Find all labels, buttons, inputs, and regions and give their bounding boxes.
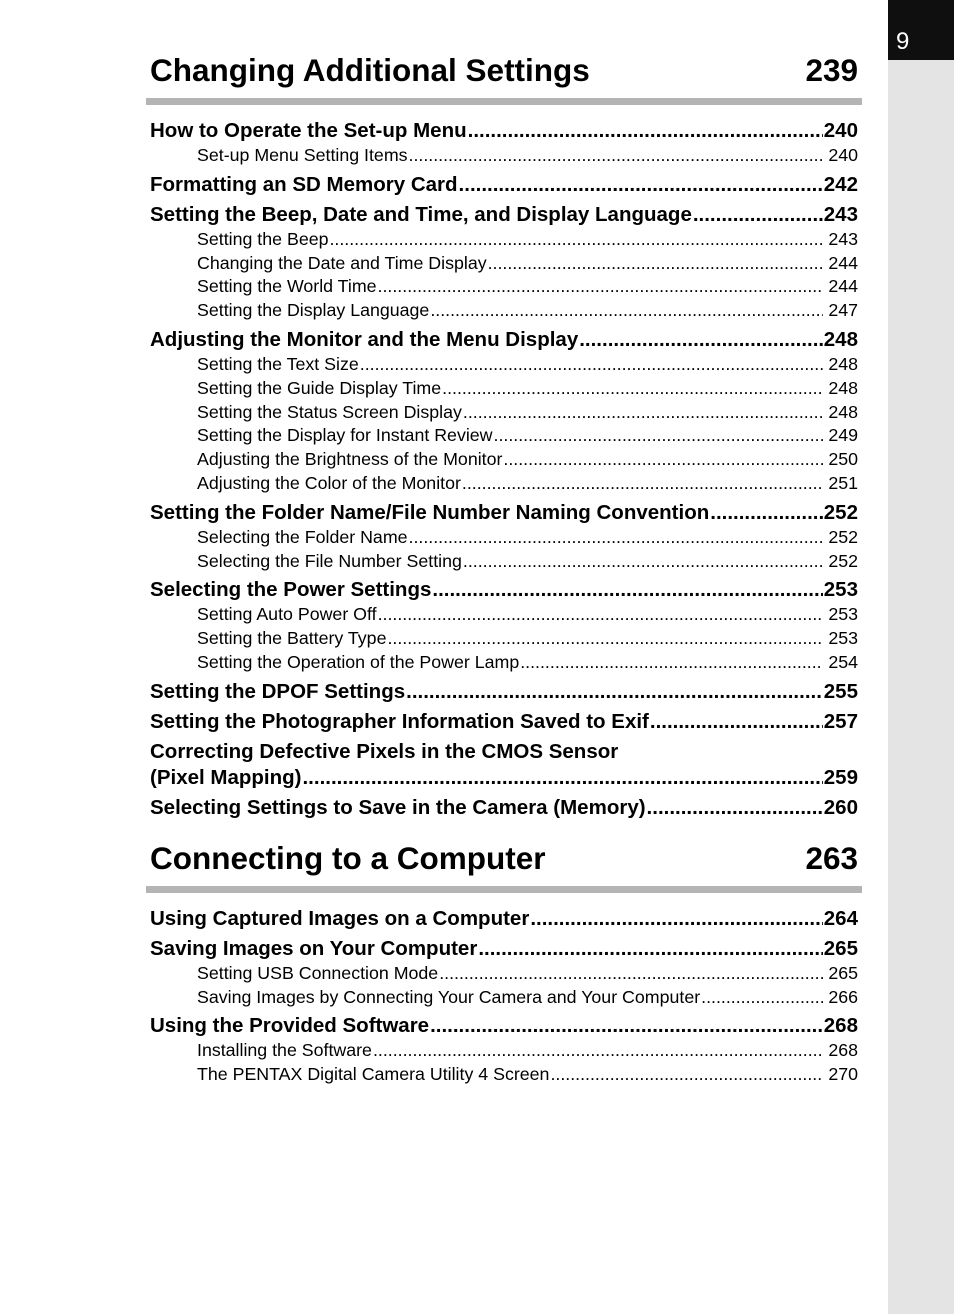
toc-entry-title: Selecting the Power Settings bbox=[150, 578, 432, 602]
toc-subentry[interactable] bbox=[150, 986, 858, 1010]
toc-entry-page: 243 bbox=[823, 202, 858, 226]
toc-entry[interactable] bbox=[150, 500, 858, 574]
toc-subentry-title: Adjusting the Brightness of the Monitor bbox=[197, 449, 503, 470]
toc-entry-page: 255 bbox=[823, 679, 858, 703]
toc-entry-line bbox=[150, 577, 858, 603]
toc-subentry-page: 252 bbox=[828, 550, 858, 571]
chapter-title: Connecting to a Computer bbox=[150, 839, 546, 876]
dot-leader bbox=[430, 299, 823, 323]
toc-subentry[interactable] bbox=[150, 377, 858, 401]
toc-entry-page: 265 bbox=[823, 936, 858, 960]
dot-leader bbox=[432, 577, 822, 603]
toc-entry-title: Using Captured Images on a Computer bbox=[150, 906, 530, 930]
dot-leader bbox=[478, 936, 822, 962]
toc-subentry[interactable] bbox=[150, 228, 858, 252]
dot-leader bbox=[329, 228, 823, 252]
toc-subentry-title: Selecting the File Number Setting bbox=[197, 550, 462, 571]
toc-entry-title: Setting the DPOF Settings bbox=[150, 679, 406, 703]
chapter-title: Changing Additional Settings bbox=[150, 52, 590, 88]
toc-subentry-title: Selecting the Folder Name bbox=[197, 526, 408, 547]
dot-leader bbox=[430, 1013, 823, 1039]
toc-entry-title: Setting the Folder Name/File Number Naming Convention bbox=[150, 500, 710, 524]
dot-leader bbox=[530, 906, 822, 932]
toc-subentry-page: 253 bbox=[828, 604, 858, 625]
toc-entry-page: 248 bbox=[823, 327, 858, 351]
toc-subentry-page: 248 bbox=[828, 353, 858, 374]
page-number-tab: 9 bbox=[888, 0, 954, 60]
toc-entry[interactable] bbox=[150, 739, 858, 791]
dot-leader bbox=[463, 401, 823, 425]
toc-entry-page: 252 bbox=[823, 500, 858, 524]
chapter-divider bbox=[146, 886, 862, 893]
toc-subentry[interactable] bbox=[150, 424, 858, 448]
toc-entry-page: 242 bbox=[823, 172, 858, 196]
toc-entry-title: Setting the Photographer Information Saved to Exif bbox=[150, 709, 649, 733]
toc-entry-line bbox=[150, 795, 858, 821]
dot-leader bbox=[463, 550, 823, 574]
toc-entry-title: Adjusting the Monitor and the Menu Display bbox=[150, 327, 579, 351]
dot-leader bbox=[409, 526, 824, 550]
toc-subentry-page: 248 bbox=[828, 377, 858, 398]
side-margin-bar bbox=[888, 0, 954, 1314]
toc-entry[interactable] bbox=[150, 709, 858, 735]
dot-leader bbox=[579, 327, 823, 353]
toc-subentry[interactable] bbox=[150, 627, 858, 651]
toc-subentry-title: Setting the Display for Instant Review bbox=[197, 425, 493, 446]
toc-entry[interactable] bbox=[150, 795, 858, 821]
toc-subentry-title: Setting the Display Language bbox=[197, 300, 430, 321]
toc-entry-title: Setting the Beep, Date and Time, and Display Language bbox=[150, 202, 692, 226]
toc-entry-line bbox=[150, 709, 858, 735]
toc-entry-title: How to Operate the Set-up Menu bbox=[150, 119, 467, 142]
toc-subentry[interactable] bbox=[150, 299, 858, 323]
toc-entry-line bbox=[150, 936, 858, 962]
dot-leader bbox=[406, 679, 823, 705]
dot-leader bbox=[701, 986, 823, 1010]
toc-subentry-page: 240 bbox=[828, 145, 858, 165]
toc-subentry[interactable] bbox=[150, 526, 858, 550]
chapter-heading bbox=[150, 50, 858, 90]
chapter-page: 239 bbox=[805, 52, 858, 88]
dot-leader bbox=[550, 1063, 823, 1087]
toc-entry-page: 268 bbox=[823, 1014, 858, 1038]
dot-leader bbox=[459, 172, 823, 198]
dot-leader bbox=[693, 202, 823, 228]
dot-leader bbox=[520, 651, 823, 675]
toc-subentry-title: Setting the Guide Display Time bbox=[197, 377, 442, 398]
dot-leader bbox=[488, 252, 824, 276]
toc-subentry-title: Setting the Beep bbox=[197, 228, 329, 249]
toc-subentry[interactable] bbox=[150, 472, 858, 496]
toc-entry-line bbox=[150, 118, 858, 144]
toc-subentry[interactable] bbox=[150, 448, 858, 472]
toc-subentry-title: Setting the Status Screen Display bbox=[197, 401, 462, 422]
dot-leader bbox=[650, 709, 823, 735]
toc-entry[interactable] bbox=[150, 1013, 858, 1087]
toc-entry-page: 257 bbox=[823, 709, 858, 733]
toc-subentry-title: Installing the Software bbox=[197, 1040, 372, 1061]
toc-subentry-title: Changing the Date and Time Display bbox=[197, 252, 487, 273]
dot-leader bbox=[442, 377, 823, 401]
toc-subentry[interactable] bbox=[150, 275, 858, 299]
toc-subentry[interactable] bbox=[150, 252, 858, 276]
toc-entry-page: 264 bbox=[823, 906, 858, 930]
toc-entry[interactable] bbox=[150, 202, 858, 323]
toc-subentry[interactable] bbox=[150, 651, 858, 675]
toc-subentry-page: 254 bbox=[828, 651, 858, 672]
toc-entry-line bbox=[150, 906, 858, 932]
toc-entry[interactable] bbox=[150, 906, 858, 932]
toc-subentry[interactable] bbox=[150, 353, 858, 377]
toc-entry-line bbox=[150, 765, 858, 791]
toc-subentry-title: Saving Images by Connecting Your Camera and Your Computer bbox=[197, 986, 701, 1007]
toc-entry-title: (Pixel Mapping) bbox=[150, 765, 302, 789]
toc-subentry-page: 253 bbox=[828, 628, 858, 649]
toc-subentry[interactable] bbox=[150, 401, 858, 425]
toc-entry-page: 259 bbox=[823, 765, 858, 789]
toc-entry[interactable] bbox=[150, 936, 858, 1010]
toc-entry-line bbox=[150, 327, 858, 353]
toc-subentry-title: Set-up Menu Setting Items bbox=[197, 145, 408, 165]
toc-subentry[interactable] bbox=[150, 550, 858, 574]
table-of-contents bbox=[150, 50, 858, 1104]
toc-subentry-title: Setting Auto Power Off bbox=[197, 604, 377, 625]
toc-subentry-title: Setting the Operation of the Power Lamp bbox=[197, 651, 520, 672]
chapter-divider bbox=[146, 98, 862, 105]
dot-leader bbox=[439, 962, 823, 986]
dot-leader bbox=[378, 275, 824, 299]
toc-entry-title: Selecting Settings to Save in the Camera (Memory) bbox=[150, 795, 646, 819]
dot-leader bbox=[468, 118, 823, 144]
toc-subentry-title: Setting the Text Size bbox=[197, 353, 359, 374]
toc-subentry[interactable] bbox=[150, 962, 858, 986]
toc-subentry-page: 243 bbox=[828, 228, 858, 249]
dot-leader bbox=[494, 424, 824, 448]
toc-subentry-title: Setting USB Connection Mode bbox=[197, 962, 439, 983]
toc-subentry[interactable] bbox=[150, 1063, 858, 1087]
chapter-heading bbox=[150, 838, 858, 878]
dot-leader bbox=[647, 795, 823, 821]
toc-entry[interactable] bbox=[150, 172, 858, 198]
toc-subentry[interactable] bbox=[150, 144, 858, 168]
toc-subentry-page: 270 bbox=[828, 1064, 858, 1085]
toc-subentry[interactable] bbox=[150, 1039, 858, 1063]
dot-leader bbox=[378, 603, 824, 627]
dot-leader bbox=[409, 144, 824, 168]
toc-entry-page: 260 bbox=[823, 795, 858, 819]
toc-subentry-page: 244 bbox=[828, 276, 858, 297]
toc-entry-page: 240 bbox=[823, 119, 858, 142]
toc-entry-title-line: Correcting Defective Pixels in the CMOS Sensor bbox=[150, 739, 619, 763]
toc-entry-page: 253 bbox=[823, 578, 858, 602]
toc-entry-line bbox=[150, 500, 858, 526]
toc-subentry-title: Adjusting the Color of the Monitor bbox=[197, 472, 461, 493]
chapter-page: 263 bbox=[805, 839, 858, 876]
toc-entry-line bbox=[150, 202, 858, 228]
toc-subentry-page: 251 bbox=[828, 472, 858, 493]
dot-leader bbox=[462, 472, 823, 496]
toc-subentry-page: 266 bbox=[828, 986, 858, 1007]
dot-leader bbox=[302, 765, 822, 791]
toc-entry-title: Formatting an SD Memory Card bbox=[150, 172, 458, 196]
dot-leader bbox=[387, 627, 823, 651]
dot-leader bbox=[710, 500, 823, 526]
toc-entry[interactable] bbox=[150, 118, 858, 168]
dot-leader bbox=[360, 353, 824, 377]
toc-subentry-page: 268 bbox=[828, 1040, 858, 1061]
toc-subentry[interactable] bbox=[150, 603, 858, 627]
toc-subentry-title: The PENTAX Digital Camera Utility 4 Screen bbox=[197, 1064, 550, 1085]
toc-subentry-title: Setting the Battery Type bbox=[197, 628, 387, 649]
toc-subentry-title: Setting the World Time bbox=[197, 276, 377, 297]
toc-entry-line bbox=[150, 679, 858, 705]
chapter-section bbox=[150, 838, 858, 1087]
toc-entry-line bbox=[150, 172, 858, 198]
toc-subentry-page: 244 bbox=[828, 252, 858, 273]
toc-entry[interactable] bbox=[150, 577, 858, 674]
toc-subentry-page: 248 bbox=[828, 401, 858, 422]
chapter-section bbox=[150, 50, 858, 821]
toc-entry-title: Saving Images on Your Computer bbox=[150, 936, 478, 960]
toc-subentry-page: 252 bbox=[828, 526, 858, 547]
toc-subentry-page: 247 bbox=[828, 300, 858, 321]
toc-subentry-page: 250 bbox=[828, 449, 858, 470]
toc-subentry-page: 249 bbox=[828, 425, 858, 446]
toc-entry[interactable] bbox=[150, 327, 858, 496]
dot-leader bbox=[503, 448, 823, 472]
dot-leader bbox=[373, 1039, 823, 1063]
toc-entry[interactable] bbox=[150, 679, 858, 705]
toc-subentry-page: 265 bbox=[828, 962, 858, 983]
toc-entry-line bbox=[150, 1013, 858, 1039]
toc-entry-title: Using the Provided Software bbox=[150, 1014, 430, 1038]
